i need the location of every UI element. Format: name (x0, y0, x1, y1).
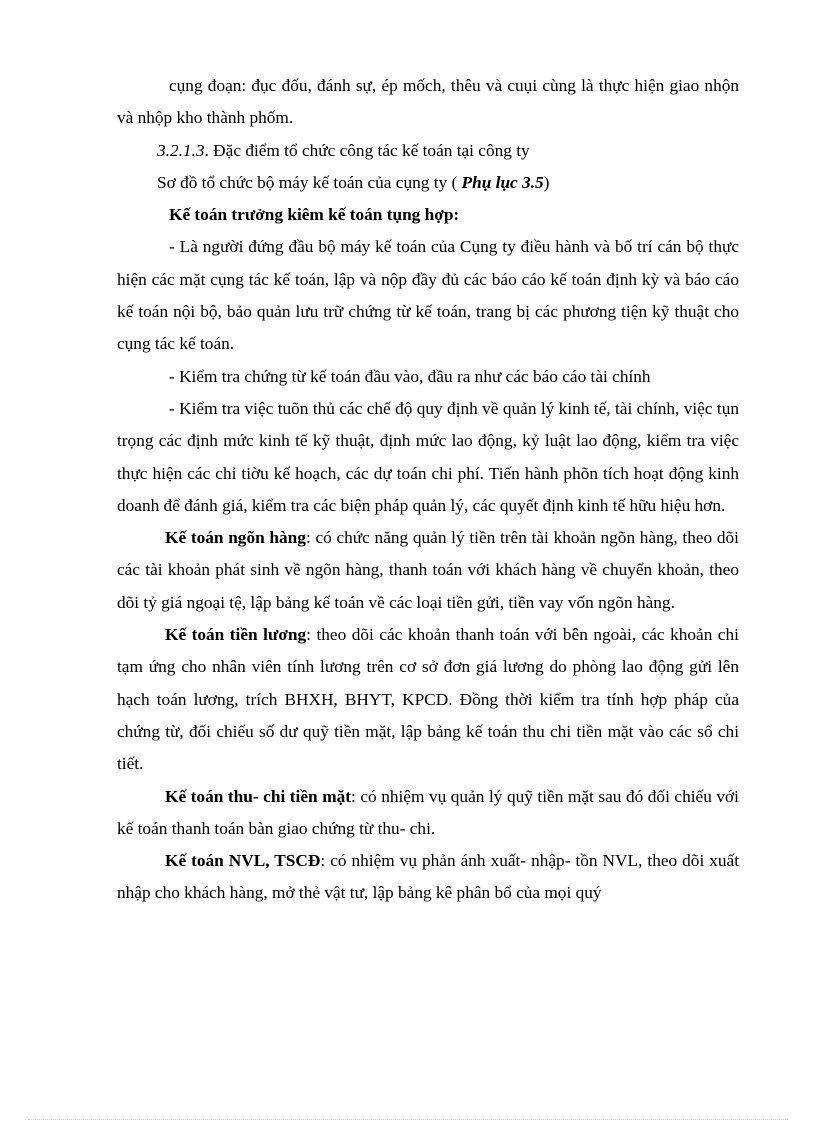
paragraph-production-stages: cụng đoạn: đục đốu, đánh sự, ép mốch, thêu và cuụi cùng là thực hiện giao nhộn và nhộp kho thành phốm. (117, 76, 739, 128)
appendix-reference: Phụ lục 3.5 (461, 172, 544, 192)
paragraph-chief-duty-2: - Kiểm tra chứng từ kế toán đầu vào, đầu ra như các báo cáo tài chính (169, 366, 651, 386)
paragraph-chief-duty-1: - Là người đứng đầu bộ máy kế toán của Cụng ty điều hành và bố trí cán bộ thực hiện các mặt cụng tác kế toán, lập và nộp đầy đủ các báo cáo kế toán định kỳ và báo cáo kế toán nội bộ, bảo quản lưu trữ chứng từ kế toán, trang bị các phương tiện kỹ thuật cho cụng tác kế toán. (117, 237, 739, 354)
paragraph-chief-duty-3: - Kiểm tra việc tuõn thủ các chế độ quy định về quản lý kinh tế, tài chính, việc tụn trọng các định mức kinh tế kỹ thuật, định mức lao động, kỷ luật lao động, kiểm tra việc thực hiện các chỉ tiờu kế hoạch, các dự toán chi phí. Tiến hành phõn tích hoạt động kinh doanh để đánh giá, kiểm tra các biện pháp quản lý, các quyết định kinh tế hữu hiệu hơn. (117, 398, 739, 515)
paragraph-bank-accountant (117, 522, 739, 619)
section-number: 3.2.1.3 (157, 140, 205, 160)
role-salary-accountant: Kế toán tiền lương (165, 625, 307, 645)
paragraph-salary-accountant (117, 619, 739, 780)
document-body (117, 70, 739, 910)
page-bottom-border (28, 1119, 788, 1120)
heading-chief-accountant: Kế toán trưởng kiêm kế toán tụng hợp: (169, 205, 460, 225)
role-bank-accountant: Kế toán ngõn hàng (165, 528, 306, 548)
materials-assets-accountant-desc: : có nhiệm vụ phản ánh xuất- nhập- tồn NVL, theo dõi xuất nhập cho khách hàng, mở thẻ vật tư, lập bảng kê phân bổ của mọi quý (117, 851, 740, 903)
reference-close: ) (543, 172, 550, 192)
cash-accountant-desc: : có nhiệm vụ quản lý quỹ tiền mặt sau đó đối chiếu với kế toán thanh toán bàn giao chứng từ thu- chi. (117, 786, 739, 838)
paragraph-materials-assets-accountant (117, 845, 739, 910)
section-heading-accounting-organization (117, 135, 739, 167)
role-materials-assets-accountant: Kế toán NVL, TSCĐ (165, 851, 321, 871)
salary-accountant-desc: : theo dõi các khoản thanh toán với bên ngoài, các khoản chi tạm ứng cho nhân viên tính lương trên cơ sở đơn giá lương do phòng lao động gửi lên hạch toán lương, trích BHXH, BHYT, KPCD. Đồng thời kiểm tra tính hợp pháp của chứng từ, đối chiếu số dư quỹ tiền mặt, lập bảng kế toán thu chi tiền mặt vào các sổ chi tiết. (117, 625, 739, 774)
paragraph-cash-accountant (117, 781, 739, 846)
section-title: . Đặc điểm tổ chức công tác kế toán tại công ty (204, 140, 530, 160)
paragraph-org-chart-reference (117, 167, 739, 199)
org-chart-text: Sơ đồ tổ chức bộ máy kế toán của cụng ty ( (157, 172, 462, 192)
bank-accountant-desc: : có chức năng quản lý tiền trên tài khoản ngõn hàng, theo dõi các tài khoản phát sinh về ngõn hàng, thanh toán với khách hàng về chuyển khoản, theo dõi tỷ giá ngoại tệ, lập bảng kế toán về các loại tiền gửi, tiền vay vốn ngõn hàng. (117, 528, 739, 612)
role-cash-accountant: Kế toán thu- chi tiền mặt (165, 786, 351, 806)
